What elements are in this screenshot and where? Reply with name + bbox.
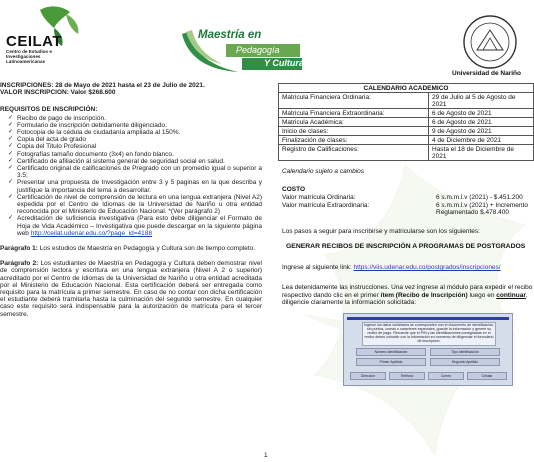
instructions-part: , diligencie claramente la información solicitada: bbox=[282, 291, 528, 306]
table-row bbox=[279, 136, 534, 145]
calendar-value: 4 de Diciembre de 2021 bbox=[429, 136, 534, 145]
list-item: ✓ Recibo de pago de inscripción. bbox=[8, 115, 262, 122]
form-header-bar bbox=[347, 317, 509, 320]
ingrese-prefix: Ingrese al siguiente link: bbox=[282, 264, 354, 271]
calendar-label: Inicio de clases: bbox=[279, 127, 429, 136]
calendar-value: Hasta el 18 de Diciembre de 2021 bbox=[429, 145, 534, 161]
paragrafo-1 bbox=[0, 245, 262, 252]
list-item: ✓ Formulario de inscripción debidamente diligenciado. bbox=[8, 122, 262, 129]
calendar-label: Matricula Financiera Ordinaria: bbox=[279, 93, 429, 109]
list-item: ✓ Fotocopia de la cédula de ciudadanía ampliada al 150%. bbox=[8, 129, 262, 136]
form-field-button[interactable]: Dirección bbox=[350, 372, 386, 380]
costo-title: COSTO bbox=[282, 186, 305, 193]
form-field-button[interactable]: Número Identificación bbox=[356, 348, 426, 356]
list-item: ✓ Certificación de nivel de comprensión de lectura en una lengua extranjera (Nivel A2) expedida por el Centro de Idiomas de la Universidad de Nariño u otra entidad reconocida por el Ministerio de Educación Nacional. *(Ver parágrafo 2) bbox=[8, 194, 262, 216]
table-row bbox=[279, 109, 534, 118]
table-row bbox=[279, 127, 534, 136]
inscription-form-screenshot bbox=[343, 313, 513, 386]
costo-extra-value: 6 s.m.m.l.v (2021) + Incremento Reglamentado $.478.400 bbox=[436, 202, 528, 216]
left-column bbox=[0, 82, 262, 318]
program-title-line3: Y Cultura bbox=[264, 58, 304, 68]
calendar-label: Finalización de clases: bbox=[279, 136, 429, 145]
requisitos-title: REQUISITOS DE INSCRIPCIÓN: bbox=[0, 106, 98, 114]
ceilat-title: CEILAT bbox=[6, 33, 63, 50]
recibo-item-label: ítem (Recibo de Inscripción) bbox=[380, 291, 468, 299]
list-item: ✓ Certificado de afiliación al sistema general de seguridad social en salud. bbox=[8, 158, 262, 165]
instructions-part: luego en bbox=[467, 291, 497, 299]
requisitos-list bbox=[0, 115, 262, 237]
calendar-label: Registro de Calificaciones: bbox=[279, 145, 429, 161]
inscripciones-link[interactable]: https://viis.udenar.edu.co/postgrados/inscripciones/ bbox=[353, 264, 501, 271]
costo-ordinaria-label: Valor matrícula Ordinaria: bbox=[282, 194, 356, 201]
paragrafo-1-text: Los estudios de Maestría en Pedagogía y Cultura son de tiempo completo. bbox=[37, 245, 256, 253]
ingrese-line bbox=[282, 264, 501, 271]
valor-inscripcion: VALOR INSCRIPCION: Valor $268.600 bbox=[0, 89, 116, 97]
calendar-note: Calendario sujeto a cambios bbox=[282, 168, 365, 175]
calendar-table bbox=[278, 83, 534, 161]
table-row bbox=[279, 118, 534, 127]
form-field-button[interactable]: Teléfono bbox=[389, 372, 425, 380]
calendar-title: CALENDARIO ACADEMICO bbox=[279, 84, 534, 93]
list-item: ✓ Certificado original de calificaciones de Pregrado con un promedio igual o superior a 3.5; bbox=[8, 165, 262, 179]
calendar-value: 29 de Julio al 5 de Agosto de 2021 bbox=[429, 93, 534, 109]
instructions-text bbox=[282, 284, 534, 307]
instructions-part: Lea detenidamente las instrucciones. Una vez ingrese al módulo para expedir el recibo respectivo dando clic en el primer bbox=[282, 284, 533, 299]
continuar-label: continuar bbox=[496, 291, 526, 299]
list-item-text: Acreditación de suficiencia investigativa (Para esto debe diligenciar el Formato de Hoja de Vida Académico – Investigativa que puede descargar en la siguiente página web bbox=[17, 215, 262, 237]
form-instructions-panel: Ingrese los datos solicitados se corresponden con el documento de identificación, sin puntos, comas o caracteres especiales, guarde la información y genere su recibo de pago. Recuerde que el PIN y las identificaciones consignadas en el recibo deben coincidir con la información en momento de diligenciar el formulario de inscripción. bbox=[362, 322, 496, 346]
form-field-button[interactable]: Tipo Identificación bbox=[430, 348, 500, 356]
table-row bbox=[279, 93, 534, 109]
program-title-line2: Pedagogía bbox=[236, 45, 280, 55]
costo-ordinaria-value: 6 s.m.m.l.v (2021) - $.451.200 bbox=[436, 194, 523, 201]
list-item: ✓ Copia del Titulo Profesional bbox=[8, 143, 262, 150]
paragrafo-2 bbox=[0, 260, 262, 318]
form-field-button[interactable]: Celular bbox=[467, 372, 507, 380]
ceilat-subtitle: Centro de Estudios e Investigaciones Latinoamericanas bbox=[6, 49, 52, 64]
paragrafo-2-label: Parágrafo 2: bbox=[0, 260, 39, 268]
list-item bbox=[8, 215, 262, 237]
university-seal-icon bbox=[447, 14, 533, 70]
list-item: ✓ Fotografías tamaño documento (3x4) en fondo blanco. bbox=[8, 151, 262, 158]
calendar-value: 9 de Agosto de 2021 bbox=[429, 127, 534, 136]
university-name: Universidad de Nariño bbox=[452, 70, 521, 77]
formato-link[interactable]: http://ceilat.udenar.edu.co/?page_id=4188 bbox=[30, 229, 153, 237]
calendar-label: Matricula Financiera Extraordinaria: bbox=[279, 109, 429, 118]
costo-extra-label: Valor matrícula Extraordinaria: bbox=[282, 202, 370, 209]
generar-recibos-title: GENERAR RECIBOS DE INSCRIPCIÓN A PROGRAMAS DE POSTGRADOS bbox=[286, 243, 526, 250]
program-title-line1: Maestría en bbox=[198, 29, 262, 41]
paragrafo-2-text: Los estudiantes de Maestría en Pedagogía y Cultura deben demostrar nivel de comprensión lectora y escritura en una lengua extranjera (Nivel A 2 o superior) acreditado por el Centro de Idiomas de la Universidad de Nariño u otra entidad acreditada por el Ministerio de Educación Nacional. Esta certificación deberá ser entregada como requisito para la matrícula a primer semestre. En caso de no contar con dicha certificación el estudiante deberá tramitarla hasta la culminación del segundo semestre. En cualquier caso este requisito será indispensable para la autorización de matrícula para el tercer semestre. bbox=[0, 260, 262, 318]
table-row bbox=[279, 145, 534, 161]
list-item: ✓ Copia del acta de grado bbox=[8, 136, 262, 143]
page-number: 1 bbox=[264, 452, 268, 459]
list-item: ✓ Presentar una propuesta de Investigación entre 3 y 5 paginas en la que describa y justifique la importancia del tema a desarrollar. bbox=[8, 179, 262, 193]
form-field-button[interactable]: Correo bbox=[428, 372, 464, 380]
calendar-value: 6 de Agosto de 2021 bbox=[429, 118, 534, 127]
calendar-label: Matricula Académica: bbox=[279, 118, 429, 127]
form-field-button[interactable]: Segundo Apellido bbox=[430, 358, 500, 366]
inscripciones-dates: INSCRIPCIONES: 28 de Mayo de 2021 hasta el 23 de Julio de 2021. bbox=[0, 82, 205, 89]
form-field-button[interactable]: Primer Apellido bbox=[356, 358, 426, 366]
calendar-value: 6 de Agosto de 2021 bbox=[429, 109, 534, 118]
paragrafo-1-label: Parágrafo 1: bbox=[0, 245, 38, 253]
steps-intro: Los pasos a seguir para inscribirse y matricularse son los siguientes: bbox=[282, 228, 480, 235]
